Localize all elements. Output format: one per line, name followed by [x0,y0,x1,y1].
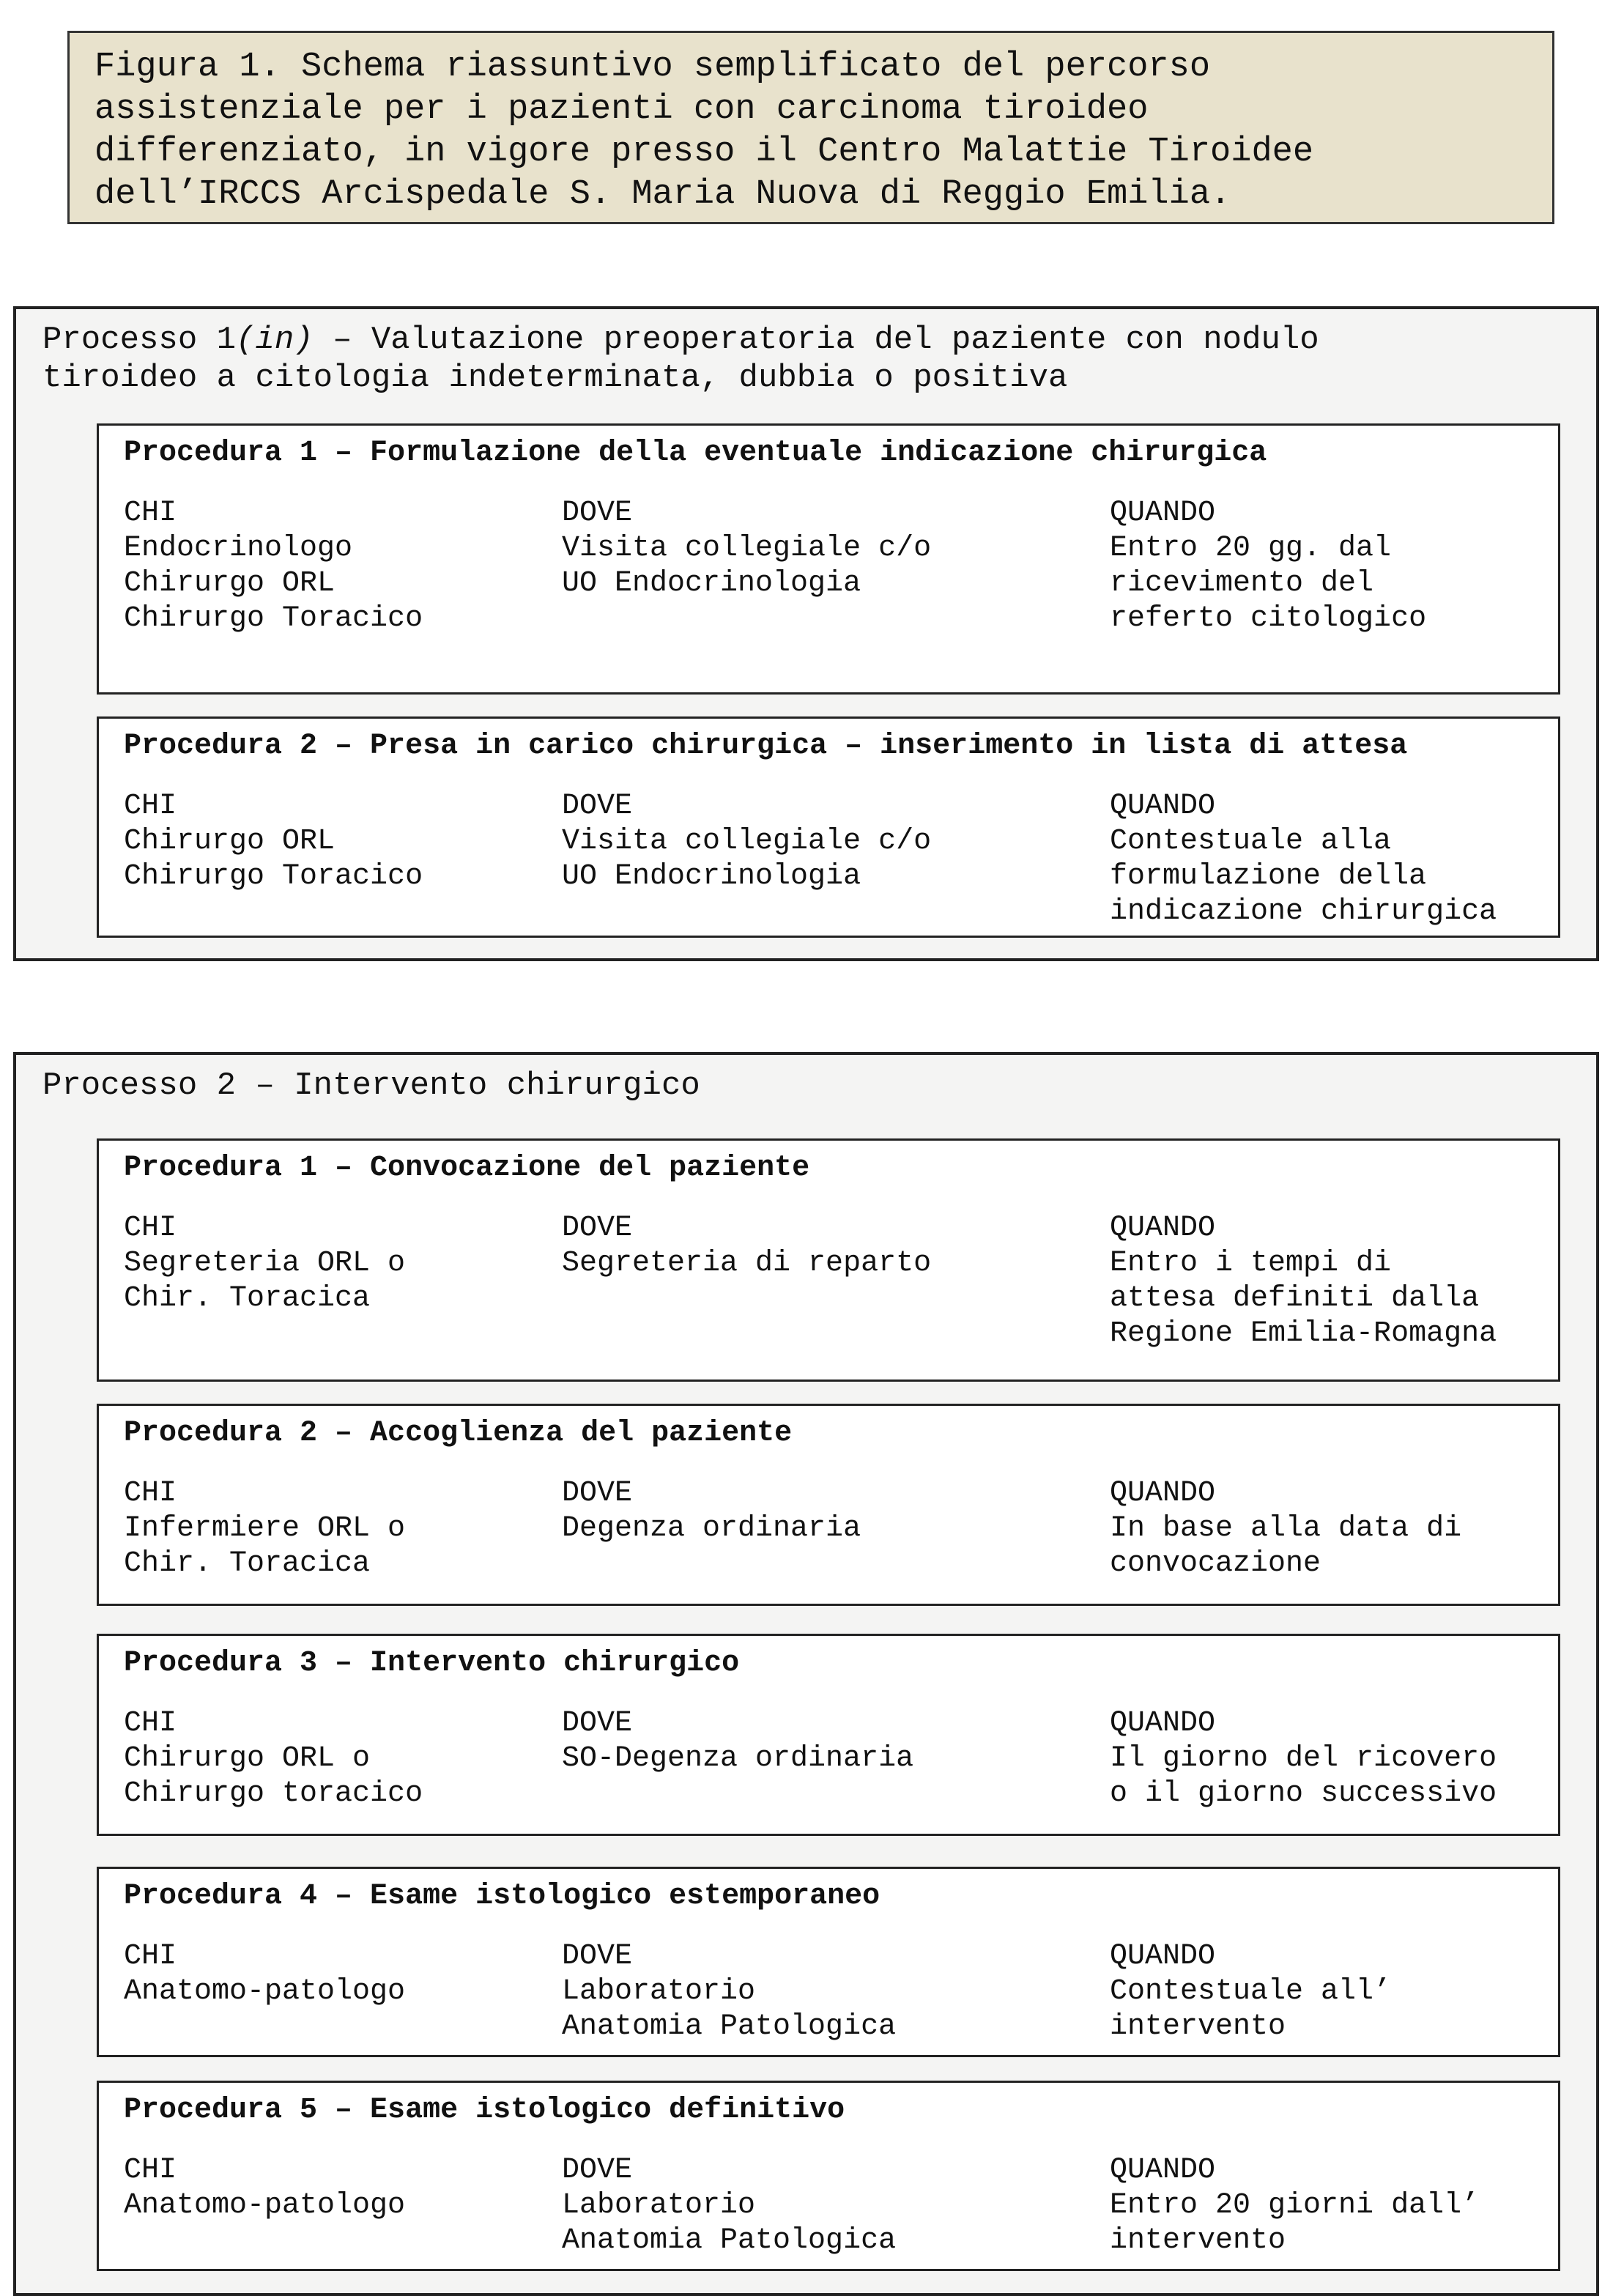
process-2-procedure-4 [97,1867,1560,2057]
quando-value: Entro 20 gg. dal ricevimento del referto citologico [1110,532,1427,635]
quando-column [1110,1939,1391,2045]
dove-header: DOVE [562,790,633,823]
chi-header: CHI [124,790,177,823]
process-1-box [13,306,1599,961]
chi-value: Anatomo-patologo [124,1975,406,2008]
process-1-title-line1: – Valutazione preoperatoria del paziente con nodulo [313,322,1319,358]
quando-column [1110,496,1426,637]
procedure-title: Procedura 2 – Accoglienza del paziente [124,1417,793,1450]
dove-value: Segreteria di reparto [562,1247,932,1280]
quando-header: QUANDO [1110,790,1216,823]
process-2-procedure-2 [97,1404,1560,1606]
caption-line: Figura 1. Schema riassuntivo semplificato del percorso [94,48,1211,86]
quando-column [1110,789,1497,930]
dove-header: DOVE [562,497,633,530]
chi-column [124,1706,423,1812]
quando-value: Contestuale alla formulazione della indicazione chirurgica [1110,825,1497,928]
chi-column [124,496,423,637]
procedure-title: Procedura 2 – Presa in carico chirurgica – inserimento in lista di attesa [124,730,1408,763]
chi-value: Segreteria ORL o Chir. Toracica [124,1247,406,1315]
chi-header: CHI [124,1477,177,1510]
dove-column [562,1211,931,1281]
process-1-procedure-1 [97,423,1560,695]
process-2-box [13,1052,1599,2296]
quando-header: QUANDO [1110,1940,1216,1973]
chi-column [124,2153,405,2223]
procedure-title: Procedura 1 – Formulazione della eventuale indicazione chirurgica [124,437,1267,470]
caption-line: dell’IRCCS Arcispedale S. Maria Nuova di Reggio Emilia. [94,175,1231,214]
process-1-title-line2: tiroideo a citologia indeterminata, dubbia o positiva [42,360,1068,396]
dove-value: Laboratorio Anatomia Patologica [562,2189,897,2257]
quando-column [1110,1476,1461,1582]
quando-header: QUANDO [1110,1212,1216,1245]
procedure-title: Procedura 1 – Convocazione del paziente [124,1152,810,1185]
chi-value: Chirurgo ORL Chirurgo Toracico [124,825,423,893]
chi-value: Chirurgo ORL o Chirurgo toracico [124,1742,423,1810]
chi-value: Endocrinologo Chirurgo ORL Chirurgo Toracico [124,532,423,635]
process-1-title [42,321,1570,397]
chi-header: CHI [124,1212,177,1245]
dove-header: DOVE [562,2154,633,2187]
process-1-procedure-2 [97,716,1560,938]
quando-header: QUANDO [1110,1477,1216,1510]
quando-header: QUANDO [1110,1707,1216,1740]
dove-column [562,1706,913,1777]
dove-column [562,1939,896,2045]
dove-header: DOVE [562,1707,633,1740]
chi-header: CHI [124,2154,177,2187]
quando-value: In base alla data di convocazione [1110,1512,1462,1580]
dove-value: SO-Degenza ordinaria [562,1742,914,1775]
dove-header: DOVE [562,1940,633,1973]
quando-header: QUANDO [1110,497,1216,530]
process-2-procedure-5 [97,2081,1560,2271]
chi-header: CHI [124,1940,177,1973]
process-1-title-prefix: Processo 1 [42,322,237,358]
process-1-title-italic: (in) [236,322,314,358]
chi-column [124,1211,405,1317]
quando-column [1110,1211,1497,1352]
process-2-title: Processo 2 – Intervento chirurgico [42,1067,700,1104]
chi-column [124,1476,405,1582]
dove-header: DOVE [562,1477,633,1510]
quando-value: Contestuale all’ intervento [1110,1975,1392,2043]
dove-column [562,496,931,601]
quando-column [1110,2153,1479,2259]
quando-value: Entro i tempi di attesa definiti dalla Regione Emilia-Romagna [1110,1247,1497,1350]
dove-value: Degenza ordinaria [562,1512,861,1545]
chi-column [124,1939,405,2010]
dove-column [562,1476,861,1547]
caption-line: differenziato, in vigore presso il Centro Malattie Tiroidee [94,133,1314,171]
dove-column [562,2153,896,2259]
caption-line: assistenziale per i pazienti con carcinoma tiroideo [94,90,1149,129]
figure-caption [67,31,1554,224]
chi-value: Anatomo-patologo [124,2189,406,2222]
quando-column [1110,1706,1497,1812]
chi-value: Infermiere ORL o Chir. Toracica [124,1512,406,1580]
chi-header: CHI [124,497,177,530]
quando-value: Il giorno del ricovero o il giorno successivo [1110,1742,1497,1810]
process-2-procedure-1 [97,1138,1560,1382]
chi-column [124,789,423,895]
process-2-procedure-3 [97,1634,1560,1836]
dove-column [562,789,931,895]
dove-value: Laboratorio Anatomia Patologica [562,1975,897,2043]
procedure-title: Procedura 4 – Esame istologico estemporaneo [124,1880,880,1913]
quando-value: Entro 20 giorni dall’ intervento [1110,2189,1480,2257]
dove-value: Visita collegiale c/o UO Endocrinologia [562,825,932,893]
chi-header: CHI [124,1707,177,1740]
dove-header: DOVE [562,1212,633,1245]
dove-value: Visita collegiale c/o UO Endocrinologia [562,532,932,600]
quando-header: QUANDO [1110,2154,1216,2187]
procedure-title: Procedura 5 – Esame istologico definitivo [124,2094,845,2127]
procedure-title: Procedura 3 – Intervento chirurgico [124,1647,740,1680]
